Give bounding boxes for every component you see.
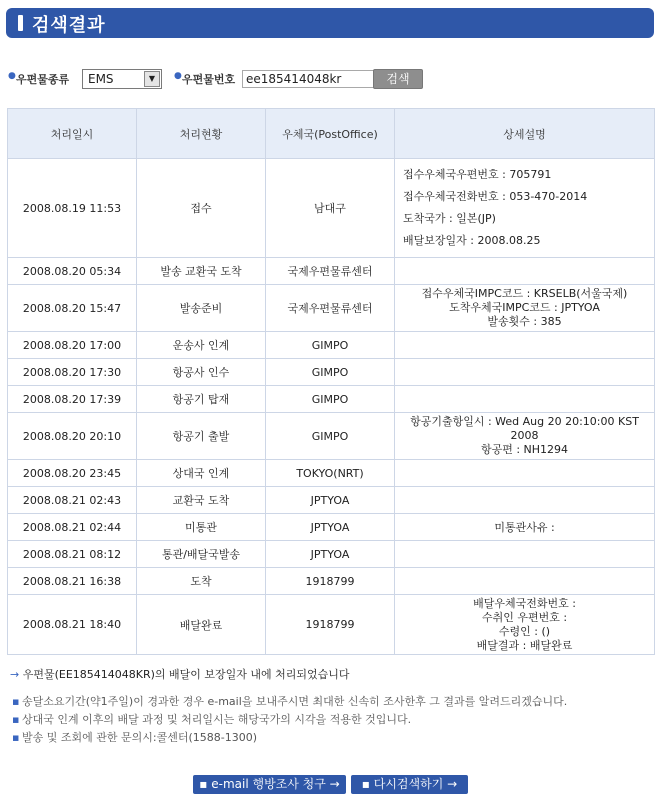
cell-datetime: 2008.08.21 02:43 [8, 487, 137, 514]
detail-line: 접수우체국우편번호 : 705791 [403, 168, 552, 181]
detail-line: 도착우체국IMPC코드 : JPTYOA [449, 301, 600, 314]
notes-section [10, 666, 650, 746]
cell-datetime: 2008.08.20 23:45 [8, 460, 137, 487]
cell-office: JPTYOA [266, 514, 395, 541]
cell-status: 교환국 도착 [137, 487, 266, 514]
col-header-office: 우체국(PostOffice) [266, 109, 395, 159]
note-item [10, 730, 650, 746]
detail-line: 항공기출항일시 : Wed Aug 20 20:10:00 KST [410, 415, 639, 428]
search-form [8, 68, 658, 90]
cell-office: TOKYO(NRT) [266, 460, 395, 487]
action-buttons [0, 775, 665, 795]
cell-detail [395, 386, 655, 413]
cell-detail [395, 413, 655, 460]
cell-datetime: 2008.08.19 11:53 [8, 159, 137, 258]
page-title: 검색결과 [32, 15, 106, 36]
search-again-button[interactable] [351, 775, 468, 794]
cell-datetime: 2008.08.20 17:39 [8, 386, 137, 413]
email-inquiry-label: e-mail 행방조사 청구 [211, 777, 326, 791]
bullet-icon: ● [174, 71, 182, 81]
table-row [8, 359, 655, 386]
arrow-right-icon: → [325, 777, 340, 791]
bullet-icon: ▪ [12, 695, 20, 708]
cell-office: 국제우편물류센터 [266, 258, 395, 285]
cell-status: 운송사 인계 [137, 332, 266, 359]
tracking-table [7, 108, 655, 655]
table-row [8, 332, 655, 359]
cell-office: 국제우편물류센터 [266, 285, 395, 332]
cell-datetime: 2008.08.21 18:40 [8, 595, 137, 655]
cell-datetime: 2008.08.21 02:44 [8, 514, 137, 541]
cell-detail [395, 595, 655, 655]
detail-line: 발송횟수 : 385 [487, 315, 562, 328]
detail-line: 배달결과 : 배달완료 [476, 638, 573, 652]
cell-office: 1918799 [266, 595, 395, 655]
detail-line: 2008 [510, 429, 539, 442]
cell-office: GIMPO [266, 413, 395, 460]
mail-number-input[interactable]: ee185414048kr [242, 70, 375, 88]
bullet-icon: ▪ [199, 777, 212, 791]
search-button[interactable]: 검색 [373, 69, 423, 89]
result-text: 우편물(EE185414048KR)의 배달이 보장일자 내에 처리되었습니다 [22, 668, 350, 681]
cell-detail [395, 285, 655, 332]
mail-type-select[interactable] [82, 69, 162, 89]
table-row [8, 258, 655, 285]
table-row [8, 514, 655, 541]
note-text: 상대국 인계 이후의 배달 과정 및 처리일시는 해당국가의 시각을 적용한 것입니다. [22, 713, 412, 726]
cell-status: 발송준비 [137, 285, 266, 332]
bullet-icon: ▪ [12, 731, 20, 744]
cell-datetime: 2008.08.20 20:10 [8, 413, 137, 460]
detail-line: 접수우체국전화번호 : 053-470-2014 [403, 190, 588, 203]
mail-type-label: 우편물종류 [16, 73, 70, 86]
table-header-row [8, 109, 655, 159]
cell-detail [395, 359, 655, 386]
cell-status: 접수 [137, 159, 266, 258]
cell-detail [395, 258, 655, 285]
col-header-detail: 상세설명 [395, 109, 655, 159]
cell-datetime: 2008.08.20 17:30 [8, 359, 137, 386]
bullet-icon: ▪ [12, 713, 20, 726]
table-row [8, 386, 655, 413]
mail-number-label: 우편물번호 [182, 73, 236, 86]
detail-line: 도착국가 : 일본(JP) [403, 212, 496, 225]
note-item [10, 694, 650, 710]
arrow-right-icon: → [10, 668, 20, 681]
cell-status: 배달완료 [137, 595, 266, 655]
cell-status: 상대국 인계 [137, 460, 266, 487]
cell-office: GIMPO [266, 332, 395, 359]
cell-status: 항공사 인수 [137, 359, 266, 386]
table-row [8, 159, 655, 258]
note-text: 발송 및 조회에 관한 문의시:콜센터(1588-1300) [22, 731, 257, 744]
arrow-right-icon: → [443, 777, 458, 791]
chevron-down-icon[interactable]: ▼ [144, 71, 160, 87]
search-again-label: 다시검색하기 [373, 777, 444, 791]
cell-status: 항공기 탑재 [137, 386, 266, 413]
cell-status: 발송 교환국 도착 [137, 258, 266, 285]
detail-line: 수취인 우편번호 : [481, 610, 568, 624]
cell-detail: 미통관사유 : [395, 514, 655, 541]
cell-status: 미통관 [137, 514, 266, 541]
detail-line: 항공편 : NH1294 [480, 443, 569, 456]
bullet-icon: ▪ [361, 777, 374, 791]
col-header-datetime: 처리일시 [8, 109, 137, 159]
note-item [10, 712, 650, 728]
detail-line: 배달우체국전화번호 : [473, 596, 576, 610]
cell-office: GIMPO [266, 386, 395, 413]
cell-office: 1918799 [266, 568, 395, 595]
bullet-icon: ● [8, 71, 16, 81]
cell-datetime: 2008.08.21 08:12 [8, 541, 137, 568]
table-row [8, 285, 655, 332]
cell-status: 통관/배달국발송 [137, 541, 266, 568]
cell-detail [395, 568, 655, 595]
cell-status: 항공기 출발 [137, 413, 266, 460]
header-bar-icon [18, 15, 23, 31]
col-header-status: 처리현황 [137, 109, 266, 159]
email-inquiry-button[interactable] [193, 775, 346, 794]
cell-office: GIMPO [266, 359, 395, 386]
cell-office: JPTYOA [266, 487, 395, 514]
result-message [10, 666, 650, 684]
mail-type-value: EMS [88, 72, 114, 86]
table-row [8, 595, 655, 655]
cell-datetime: 2008.08.20 15:47 [8, 285, 137, 332]
cell-datetime: 2008.08.20 17:00 [8, 332, 137, 359]
cell-status: 도착 [137, 568, 266, 595]
table-row [8, 487, 655, 514]
cell-datetime: 2008.08.21 16:38 [8, 568, 137, 595]
detail-line: 접수우체국IMPC코드 : KRSELB(서울국제) [421, 287, 628, 300]
detail-line: 배달보장일자 : 2008.08.25 [403, 234, 541, 247]
cell-office: 남대구 [266, 159, 395, 258]
table-row [8, 541, 655, 568]
cell-office: JPTYOA [266, 541, 395, 568]
cell-detail [395, 159, 655, 258]
cell-datetime: 2008.08.20 05:34 [8, 258, 137, 285]
cell-detail [395, 541, 655, 568]
cell-detail [395, 332, 655, 359]
detail-line: 수령인 : () [498, 624, 551, 638]
table-row [8, 460, 655, 487]
table-row [8, 413, 655, 460]
note-text: 송달소요기간(약1주일)이 경과한 경우 e-mail을 보내주시면 최대한 신속히 조사한후 그 결과를 알려드리겠습니다. [22, 695, 568, 708]
table-row [8, 568, 655, 595]
page-header [6, 8, 654, 38]
cell-detail [395, 487, 655, 514]
cell-detail [395, 460, 655, 487]
